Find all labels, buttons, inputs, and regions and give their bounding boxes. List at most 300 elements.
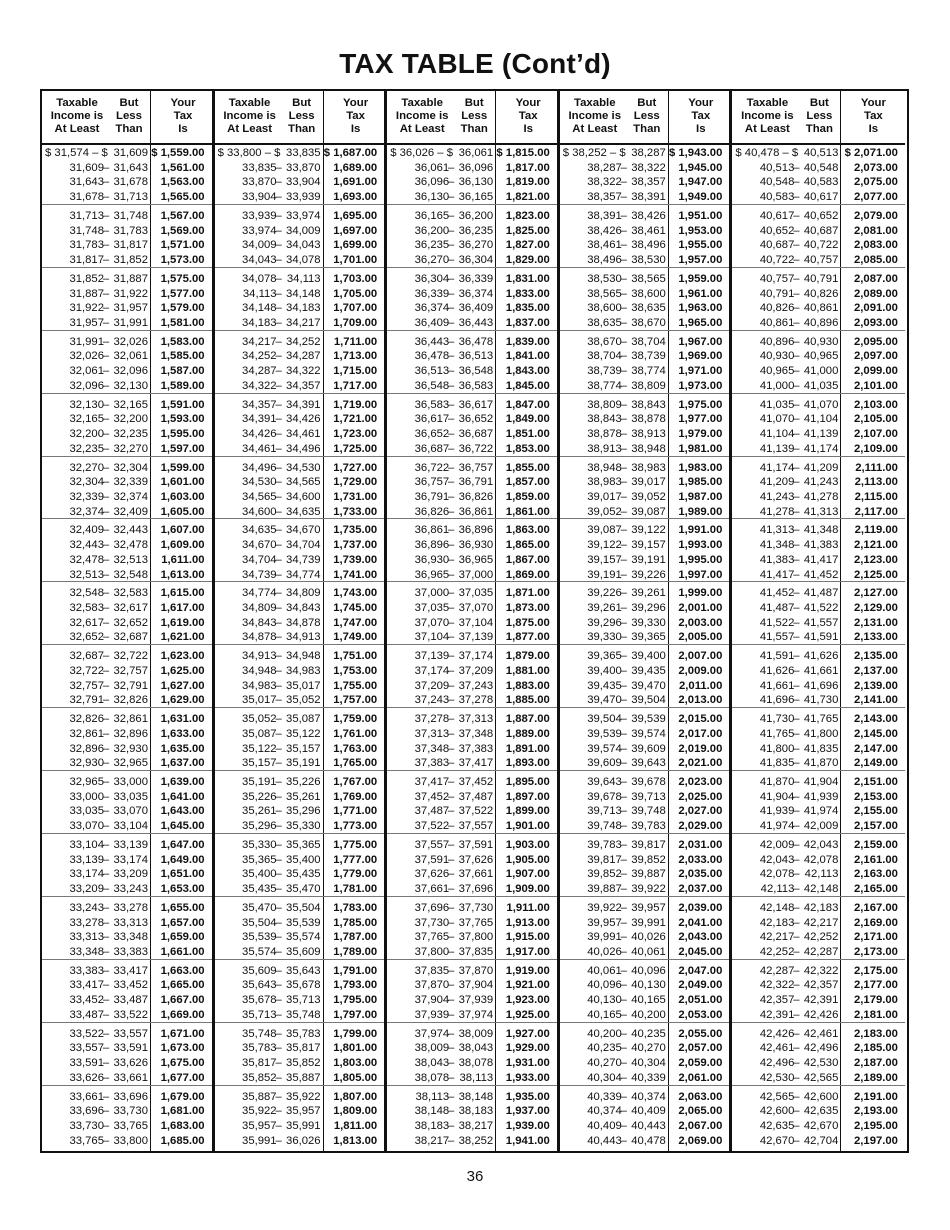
but-less-than-value: 34,426 [286, 413, 321, 426]
table-row [42, 1119, 212, 1133]
table-row [732, 693, 905, 707]
your-tax-value: 1,927.00 [505, 1027, 550, 1040]
at-least-value: 33,591 [69, 1057, 104, 1069]
but-less-than-value: 41,765 [803, 713, 839, 726]
range-dash: – [448, 916, 455, 929]
range-dash: – [102, 316, 110, 329]
at-least-value: 34,009 [242, 239, 277, 252]
at-least-value: 32,200 [69, 428, 104, 440]
your-tax-value: 1,581.00 [160, 316, 205, 329]
table-row [560, 209, 730, 223]
but-less-than-value: 39,017 [631, 476, 666, 489]
table-row [387, 190, 557, 204]
your-tax-value: 1,839.00 [505, 335, 550, 348]
at-least-value: 40,130 [587, 994, 622, 1007]
at-least-value: 35,852 [242, 1071, 277, 1084]
table-row [732, 679, 905, 693]
but-less-than-value: 36,583 [458, 379, 494, 392]
at-least-value: 34,043 [242, 254, 277, 266]
but-less-than-value: 42,530 [803, 1057, 839, 1069]
at-least-value: 40,304 [587, 1071, 622, 1084]
range-dash: – [448, 945, 455, 958]
range-dash: – [275, 820, 282, 833]
your-tax-value: 2,125.00 [853, 568, 898, 581]
but-less-than-value: 33,557 [113, 1027, 148, 1040]
at-least-value: 37,139 [414, 650, 450, 663]
but-less-than-value: 33,626 [113, 1057, 148, 1069]
at-least-value: 32,548 [69, 587, 104, 600]
but-less-than-value: 36,235 [458, 224, 494, 237]
your-tax-value: 1,861.00 [505, 505, 550, 518]
at-least-value: 32,096 [69, 379, 104, 392]
but-less-than-value: 35,226 [286, 776, 321, 788]
table-row [387, 693, 557, 707]
at-least-value: 41,209 [759, 476, 795, 489]
but-less-than-value: 39,470 [631, 679, 666, 692]
column-header [42, 91, 212, 145]
table-row [42, 867, 212, 881]
your-tax-value: 1,851.00 [505, 428, 550, 440]
range-dash: – [275, 650, 282, 663]
your-tax-value: 2,029.00 [678, 820, 723, 833]
your-tax-value: 1,793.00 [333, 979, 378, 992]
your-tax-value: 1,623.00 [160, 650, 205, 663]
but-less-than-value: 33,139 [113, 838, 148, 851]
at-least-value: 32,235 [69, 442, 104, 455]
at-least-value: 38,600 [587, 302, 622, 315]
range-dash: – [620, 350, 627, 363]
but-less-than-value: 33,870 [286, 161, 321, 174]
but-less-than-value: 34,391 [286, 398, 321, 411]
range-dash: – [102, 224, 110, 237]
but-less-than-value: 39,852 [631, 853, 666, 866]
but-less-than-value: 32,096 [113, 365, 148, 378]
but-less-than-value: 38,426 [631, 209, 666, 222]
at-least-value: 37,696 [414, 901, 450, 914]
table-row [42, 224, 212, 238]
table-row [732, 712, 905, 726]
table-row [215, 349, 385, 363]
your-tax-value: 2,073.00 [853, 161, 898, 174]
but-less-than-value: 35,296 [286, 805, 321, 818]
at-least-value: 34,113 [242, 287, 277, 300]
your-tax-value: 1,759.00 [333, 713, 378, 726]
table-row [560, 742, 730, 756]
group-separator [387, 1085, 557, 1086]
but-less-than-value: 34,809 [286, 587, 321, 600]
range-dash: – [275, 1008, 282, 1021]
range-dash: – [102, 398, 110, 411]
your-tax-value: 1,881.00 [505, 664, 550, 677]
range-dash: – [448, 631, 455, 644]
group-separator [42, 707, 212, 708]
at-least-value: 34,217 [242, 335, 277, 348]
group-separator [560, 707, 730, 708]
but-less-than-value: 33,070 [113, 805, 148, 818]
at-least-value: 37,348 [414, 742, 450, 755]
table-row [215, 505, 385, 519]
at-least-value: 38,530 [587, 272, 622, 285]
but-less-than-value: 33,939 [286, 191, 321, 204]
your-tax-value: 1,643.00 [160, 805, 205, 818]
but-less-than-value: 39,574 [631, 727, 666, 740]
range-dash: – [275, 428, 282, 440]
but-less-than-value: 32,026 [113, 335, 148, 348]
range-dash: – [448, 379, 455, 392]
your-tax-value: 1,901.00 [505, 820, 550, 833]
table-row [732, 1056, 905, 1070]
at-least-value: 37,209 [414, 679, 450, 692]
range-dash: – [102, 191, 110, 204]
table-row [560, 505, 730, 519]
at-least-value: 35,435 [242, 883, 277, 895]
table-row [215, 882, 385, 896]
your-tax-value: $ 1,815.00 [496, 147, 550, 159]
table-column-2 [215, 91, 388, 1151]
your-tax-value: 2,131.00 [853, 616, 898, 629]
range-dash: – [620, 853, 627, 866]
but-less-than-value: 33,835 [286, 147, 321, 159]
group-separator [215, 393, 385, 394]
table-row [732, 993, 905, 1007]
table-row [387, 930, 557, 944]
table-row [387, 819, 557, 833]
but-less-than-value: 35,122 [286, 727, 321, 740]
your-tax-value: 1,645.00 [160, 820, 205, 833]
your-tax-value: 1,723.00 [333, 428, 378, 440]
your-tax-value: 1,981.00 [678, 442, 723, 455]
table-row [215, 1071, 385, 1085]
table-row [560, 916, 730, 930]
table-row [387, 238, 557, 252]
range-dash: – [793, 224, 800, 237]
at-least-value: 34,774 [242, 587, 277, 600]
range-dash: – [448, 679, 455, 692]
table-row [42, 1027, 212, 1041]
group-separator [732, 581, 905, 582]
range-dash: – [102, 679, 110, 692]
but-less-than-value: 32,374 [113, 490, 148, 503]
table-row [732, 916, 905, 930]
range-dash: – [275, 254, 282, 266]
at-least-value: 40,339 [587, 1090, 622, 1103]
your-tax-value: 2,145.00 [853, 727, 898, 740]
range-dash: – [793, 979, 800, 992]
but-less-than-value: 34,217 [286, 316, 321, 329]
your-tax-value: 1,573.00 [160, 254, 205, 266]
your-tax-value: 2,061.00 [678, 1071, 723, 1084]
column-header [215, 91, 385, 145]
at-least-value: 39,748 [587, 820, 622, 833]
at-least-value: 35,748 [242, 1027, 277, 1040]
at-least-value: 36,826 [414, 505, 450, 518]
your-tax-value: 1,639.00 [160, 776, 205, 788]
but-less-than-value: 36,339 [458, 272, 494, 285]
but-less-than-value: 42,322 [803, 964, 839, 977]
but-less-than-value: 38,600 [631, 287, 666, 300]
at-least-value: 41,800 [759, 742, 795, 755]
table-row [42, 693, 212, 707]
group-separator [387, 770, 557, 771]
but-less-than-value: 41,487 [803, 587, 839, 600]
table-row [215, 1104, 385, 1118]
but-less-than-value: 33,278 [113, 901, 148, 914]
group-separator [732, 204, 905, 205]
range-dash: – [448, 650, 455, 663]
range-dash: – [793, 553, 800, 566]
range-dash: – [448, 742, 455, 755]
at-least-value: $ 33,800 – $ [217, 147, 281, 159]
table-row [42, 190, 212, 204]
range-dash: – [620, 964, 627, 977]
at-least-value: 33,383 [69, 964, 104, 977]
but-less-than-value: 42,357 [803, 979, 839, 992]
but-less-than-value: 35,991 [286, 1119, 321, 1132]
range-dash: – [620, 461, 627, 474]
your-tax-value: 2,031.00 [678, 838, 723, 851]
at-least-value: 38,113 [415, 1090, 450, 1103]
header-at-least: Taxable Income is At Least [568, 97, 622, 135]
table-row [732, 742, 905, 756]
at-least-value: 34,496 [242, 461, 277, 474]
table-row [42, 1104, 212, 1118]
range-dash: – [275, 413, 282, 426]
your-tax-value: 2,113.00 [854, 476, 898, 489]
table-row [215, 601, 385, 615]
at-least-value: 38,774 [587, 379, 622, 392]
table-row [560, 964, 730, 978]
but-less-than-value: 40,826 [803, 287, 839, 300]
at-least-value: 34,948 [242, 664, 277, 677]
at-least-value: 39,017 [587, 490, 622, 503]
your-tax-value: 2,097.00 [853, 350, 898, 363]
your-tax-value: 1,751.00 [333, 650, 378, 663]
at-least-value: 36,617 [414, 413, 450, 426]
table-row [387, 349, 557, 363]
range-dash: – [620, 1090, 627, 1103]
but-less-than-value: 32,409 [113, 505, 148, 518]
range-dash: – [620, 316, 627, 329]
but-less-than-value: 36,165 [458, 191, 494, 204]
but-less-than-value: 36,096 [458, 161, 494, 174]
table-row [560, 379, 730, 393]
your-tax-value: 1,883.00 [505, 679, 550, 692]
but-less-than-value: 35,713 [286, 994, 321, 1007]
your-tax-value: 1,599.00 [160, 461, 205, 474]
but-less-than-value: 36,026 [286, 1134, 321, 1147]
but-less-than-value: 40,965 [803, 350, 839, 363]
your-tax-value: 2,183.00 [853, 1027, 898, 1040]
your-tax-value: 2,075.00 [853, 176, 898, 189]
table-row [560, 287, 730, 301]
your-tax-value: 2,013.00 [678, 694, 723, 707]
table-row [387, 993, 557, 1007]
group-separator [560, 518, 730, 519]
your-tax-value: 1,809.00 [333, 1105, 378, 1118]
your-tax-value: 1,729.00 [333, 476, 378, 489]
your-tax-value: 1,923.00 [505, 994, 550, 1007]
at-least-value: 36,130 [414, 191, 450, 204]
range-dash: – [793, 679, 800, 692]
your-tax-value: 1,717.00 [333, 379, 378, 392]
range-dash: – [275, 505, 282, 518]
range-dash: – [620, 916, 627, 929]
table-row [215, 916, 385, 930]
but-less-than-value: 42,252 [803, 931, 839, 944]
table-row [42, 272, 212, 286]
table-row [215, 224, 385, 238]
at-least-value: 32,304 [69, 476, 104, 489]
at-least-value: 36,896 [414, 539, 450, 552]
your-tax-value: 1,733.00 [333, 505, 378, 518]
but-less-than-value: 39,539 [631, 713, 666, 726]
your-tax-value: 1,915.00 [505, 931, 550, 944]
range-dash: – [448, 176, 455, 189]
your-tax-value: 1,769.00 [333, 790, 378, 803]
at-least-value: 32,896 [69, 742, 104, 755]
your-tax-value: 1,877.00 [505, 631, 550, 644]
range-dash: – [448, 365, 455, 378]
your-tax-value: 1,917.00 [505, 945, 550, 958]
table-row [42, 679, 212, 693]
but-less-than-value: 35,817 [286, 1042, 321, 1055]
range-dash: – [102, 1134, 110, 1147]
but-less-than-value: 36,200 [458, 209, 494, 222]
header-but-less-than: But Less Than [287, 97, 316, 135]
but-less-than-value: 42,148 [803, 883, 839, 895]
table-row [732, 301, 905, 315]
your-tax-value: 2,159.00 [853, 838, 898, 851]
but-less-than-value: 35,435 [286, 868, 321, 881]
but-less-than-value: 31,852 [113, 254, 148, 266]
but-less-than-value: 36,617 [458, 398, 494, 411]
table-row [732, 1134, 905, 1148]
but-less-than-value: 41,209 [803, 461, 839, 474]
table-row [560, 727, 730, 741]
table-row [215, 553, 385, 567]
at-least-value: 32,722 [69, 664, 104, 677]
your-tax-value: 1,947.00 [678, 176, 723, 189]
your-tax-value: 1,983.00 [678, 461, 723, 474]
range-dash: – [275, 631, 282, 644]
range-dash: – [102, 442, 110, 455]
table-row [215, 161, 385, 175]
at-least-value: 33,661 [69, 1090, 104, 1103]
table-row [215, 538, 385, 552]
table-row [215, 1027, 385, 1041]
table-row [560, 978, 730, 992]
at-least-value: 34,530 [242, 476, 277, 489]
header-but-less-than: But Less Than [460, 97, 488, 135]
your-tax-value: 1,989.00 [678, 505, 723, 518]
but-less-than-value: 37,974 [458, 1008, 494, 1021]
but-less-than-value: 38,739 [631, 350, 666, 363]
your-tax-value: 2,043.00 [678, 931, 723, 944]
at-least-value: 35,400 [242, 868, 277, 881]
table-row [215, 664, 385, 678]
but-less-than-value: 41,626 [803, 650, 839, 663]
range-dash: – [275, 224, 282, 237]
at-least-value: 41,278 [759, 505, 795, 518]
but-less-than-value: 35,365 [286, 838, 321, 851]
range-dash: – [793, 650, 800, 663]
your-tax-value: 1,777.00 [333, 853, 378, 866]
at-least-value: 42,113 [760, 883, 795, 895]
at-least-value: 31,609 [69, 161, 104, 174]
but-less-than-value: 40,374 [631, 1090, 666, 1103]
range-dash: – [275, 524, 282, 537]
at-least-value: 38,670 [587, 335, 622, 348]
but-less-than-value: 35,609 [286, 945, 321, 958]
at-least-value: 35,817 [242, 1057, 277, 1069]
at-least-value: 37,070 [414, 616, 450, 629]
your-tax-value: 1,819.00 [505, 176, 550, 189]
table-row [42, 727, 212, 741]
at-least-value: 38,843 [587, 413, 622, 426]
range-dash: – [102, 901, 110, 914]
your-tax-value: 2,069.00 [678, 1134, 723, 1147]
table-row [215, 490, 385, 504]
range-dash: – [793, 1057, 800, 1069]
at-least-value: 39,400 [587, 664, 622, 677]
at-least-value: 32,930 [69, 757, 104, 770]
your-tax-value: 1,967.00 [678, 335, 723, 348]
but-less-than-value: 40,652 [803, 209, 839, 222]
your-tax-value: 1,657.00 [160, 916, 205, 929]
table-row [387, 316, 557, 330]
range-dash: – [793, 742, 800, 755]
range-dash: – [448, 853, 455, 866]
but-less-than-value: 37,452 [458, 776, 494, 788]
but-less-than-value: 32,930 [113, 742, 148, 755]
range-dash: – [620, 553, 627, 566]
table-row [560, 1090, 730, 1104]
but-less-than-value: 37,730 [458, 901, 494, 914]
group-separator [387, 267, 557, 268]
table-row [387, 1134, 557, 1148]
range-dash: – [275, 1090, 282, 1103]
your-tax-value: 1,911.00 [506, 901, 550, 914]
your-tax-value: 1,663.00 [160, 964, 205, 977]
range-dash: – [102, 428, 110, 440]
your-tax-value: 1,951.00 [678, 209, 723, 222]
range-dash: – [620, 820, 627, 833]
at-least-value: 41,104 [759, 428, 795, 440]
but-less-than-value: 33,522 [113, 1008, 148, 1021]
at-least-value: 34,600 [242, 505, 277, 518]
table-row [42, 538, 212, 552]
your-tax-value: 1,939.00 [505, 1119, 550, 1132]
table-row [42, 461, 212, 475]
at-least-value: 41,070 [759, 413, 795, 426]
range-dash: – [448, 442, 455, 455]
table-row [387, 867, 557, 881]
group-separator [560, 204, 730, 205]
at-least-value: 37,870 [414, 979, 450, 992]
range-dash: – [102, 945, 110, 958]
table-row [560, 930, 730, 944]
range-dash: – [102, 713, 110, 726]
at-least-value: 41,661 [759, 679, 795, 692]
but-less-than-value: 33,765 [113, 1119, 148, 1132]
at-least-value: 39,817 [587, 853, 622, 866]
range-dash: – [102, 476, 110, 489]
your-tax-value: 1,991.00 [678, 524, 723, 537]
at-least-value: 38,009 [414, 1042, 450, 1055]
range-dash: – [102, 1090, 110, 1103]
but-less-than-value: 41,730 [803, 694, 839, 707]
group-separator [732, 330, 905, 331]
